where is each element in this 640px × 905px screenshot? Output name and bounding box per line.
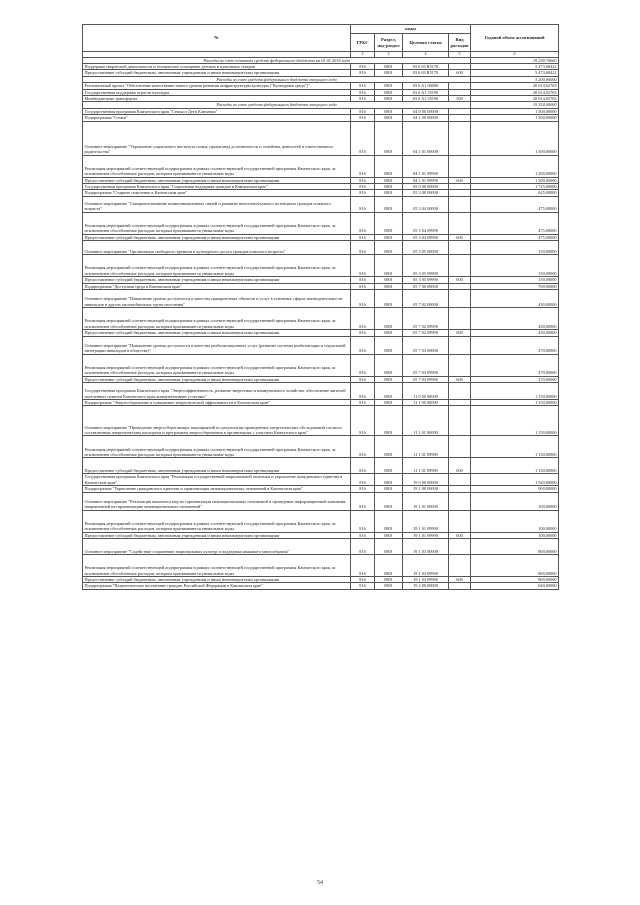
row-expense-type (449, 241, 471, 255)
table-row (83, 121, 559, 155)
row-amount: 5 473,68422 (471, 70, 559, 76)
row-amount: 1 150,00000 (471, 399, 559, 405)
row-section: 0801 (375, 492, 403, 510)
row-section: 0801 (375, 436, 403, 458)
row-section: 0801 (375, 196, 403, 212)
row-section: 0801 (375, 115, 403, 121)
row-target-article: 03 6 A1 00000 (403, 83, 449, 89)
row-grbs: 816 (351, 336, 375, 354)
row-amount: 1 500,00000 (471, 115, 559, 121)
table-row (83, 474, 559, 486)
column-index-cell: 6 (471, 52, 559, 58)
row-section: 0801 (375, 382, 403, 399)
row-section: 0801 (375, 96, 403, 102)
row-section: 0801 (375, 486, 403, 492)
row-grbs: 816 (351, 83, 375, 89)
row-expense-type (449, 538, 471, 554)
row-name: Основное мероприятие "Повышение уровня доступности и качества приоритетных объектов и услуг в основных сферах жизнедеятельности инвалидов и других маломобильных групп населения" (83, 290, 351, 308)
row-target-article: 19 0 00 00000 (403, 474, 449, 486)
row-name: Предоставление субсидий бюджетным, автономным учреждениям и иным некоммерческим организациям (83, 70, 351, 76)
row-expense-type (449, 510, 471, 532)
row-expense-type: 500 (449, 96, 471, 102)
row-section: 0801 (375, 538, 403, 554)
row-target-article: 05 7 03 00000 (403, 336, 449, 354)
row-target-article: 19 1 01 00000 (403, 492, 449, 510)
header-section: Раздел, под-раздел (375, 34, 403, 52)
row-expense-type (449, 290, 471, 308)
header-annual-amount: Годовой объем ассигнований (471, 25, 559, 52)
row-grbs: 816 (351, 376, 375, 382)
row-amount: 270,00000 (471, 376, 559, 382)
row-expense-type (449, 406, 471, 436)
row-name: Реализация мероприятий соответствующей подпрограммы в рамках соответствующей государственной программы Камчатского края, за исключением обособленных расходов, которым присваиваются уникальные коды (83, 436, 351, 458)
row-grbs: 816 (351, 70, 375, 76)
row-amount: 100,00000 (471, 532, 559, 538)
header-codes-group: коды (351, 25, 471, 34)
section-note-amount: 5 200,00000 (471, 76, 559, 82)
row-grbs: 816 (351, 234, 375, 240)
row-grbs: 816 (351, 399, 375, 405)
row-target-article: 04 0 00 00000 (403, 108, 449, 114)
row-grbs: 816 (351, 474, 375, 486)
row-grbs: 816 (351, 486, 375, 492)
row-section: 0801 (375, 458, 403, 474)
row-expense-type (449, 583, 471, 589)
row-target-article: 05 3 04 09990 (403, 234, 449, 240)
row-target-article: 11 1 01 09990 (403, 436, 449, 458)
row-grbs: 816 (351, 458, 375, 474)
row-section: 0801 (375, 255, 403, 277)
row-name: Основное мероприятие "Укрепление социального института семьи, пропаганда долговечности и семейных ценностей и ответственного родительства" (83, 121, 351, 155)
row-grbs: 816 (351, 538, 375, 554)
row-target-article: 11 1 01 00000 (403, 406, 449, 436)
row-target-article: 05 3 04 00000 (403, 196, 449, 212)
row-grbs: 816 (351, 406, 375, 436)
row-target-article: 03 6 A1 55190 (403, 96, 449, 102)
row-section: 0801 (375, 474, 403, 486)
row-amount: 150,00000 (471, 241, 559, 255)
row-target-article: 05 7 00 00000 (403, 283, 449, 289)
row-target-article: 11 1 01 09990 (403, 458, 449, 474)
table-row (83, 554, 559, 576)
row-section: 0801 (375, 212, 403, 234)
column-index-cell: 5 (449, 52, 471, 58)
row-section: 0801 (375, 283, 403, 289)
row-grbs: 816 (351, 290, 375, 308)
row-name: Подпрограмма "Патриотическое воспитание граждан Российской Федерации в Камчатском крае" (83, 583, 351, 589)
row-expense-type: 600 (449, 177, 471, 183)
row-section: 0801 (375, 406, 403, 436)
table-row (83, 212, 559, 234)
row-section: 0801 (375, 155, 403, 177)
row-grbs: 816 (351, 64, 375, 70)
row-target-article: 05 7 02 09990 (403, 308, 449, 330)
row-expense-type (449, 308, 471, 330)
row-amount: 475,00000 (471, 196, 559, 212)
row-grbs: 816 (351, 510, 375, 532)
table-row (83, 492, 559, 510)
row-section: 0801 (375, 290, 403, 308)
row-expense-type: 600 (449, 234, 471, 240)
section-note-amount: 19 554,00000 (471, 102, 559, 108)
row-expense-type: 600 (449, 458, 471, 474)
row-grbs: 816 (351, 212, 375, 234)
row-name: Подпрограмма "Энергосбережение и повышение энергетической эффективности в Камчатском крае" (83, 399, 351, 405)
row-expense-type (449, 554, 471, 576)
row-target-article: 19 1 03 09990 (403, 576, 449, 582)
row-grbs: 816 (351, 115, 375, 121)
row-name: Предоставление субсидий бюджетным, автономным учреждениям и иным некоммерческим организациям (83, 234, 351, 240)
row-amount: 430,00000 (471, 330, 559, 336)
row-target-article: 04 1 01 09990 (403, 155, 449, 177)
row-grbs: 816 (351, 241, 375, 255)
budget-table (82, 24, 559, 590)
row-amount: 1 150,00000 (471, 458, 559, 474)
row-target-article: 03 6 03 R5170 (403, 64, 449, 70)
section-note-amount: 19 239,70660 (471, 57, 559, 63)
table-body (83, 57, 559, 589)
row-amount: 800,00000 (471, 554, 559, 576)
row-grbs: 816 (351, 283, 375, 289)
table-row (83, 458, 559, 474)
row-expense-type (449, 196, 471, 212)
row-section: 0801 (375, 399, 403, 405)
table-row (83, 255, 559, 277)
row-grbs: 816 (351, 121, 375, 155)
row-target-article: 19 1 00 00000 (403, 486, 449, 492)
row-section: 0801 (375, 336, 403, 354)
row-name: Государственная программа Камчатского края "Энергоэффективность, развитие энергетики и коммунального хозяйства, обеспечение жителей населенных пунктов Камчатского края коммунальными услугами" (83, 382, 351, 399)
table-row (83, 155, 559, 177)
row-section: 0801 (375, 510, 403, 532)
row-grbs: 816 (351, 354, 375, 376)
page-number: 54 (317, 880, 323, 886)
row-name: Государственная программа Камчатского края "Социальная поддержка граждан в Камчатском крае" (83, 184, 351, 190)
row-name: Реализация мероприятий соответствующей подпрограммы в рамках соответствующей государственной программы Камчатского края, за исключением обособленных расходов, которым присваиваются уникальные коды (83, 510, 351, 532)
row-amount: 900,00000 (471, 486, 559, 492)
row-name: Межбюджетные трансферты (83, 96, 351, 102)
table-row (83, 382, 559, 399)
row-target-article: 19 1 03 09990 (403, 554, 449, 576)
row-grbs: 816 (351, 190, 375, 196)
header-number: № (83, 25, 351, 52)
row-amount: 700,00000 (471, 283, 559, 289)
row-amount: 100,00000 (471, 492, 559, 510)
row-name: Основное мероприятие "Организация свободного времени и культурного досуга граждан пожилого возраста" (83, 241, 351, 255)
column-index-cell: 4 (403, 52, 449, 58)
row-expense-type: 600 (449, 277, 471, 283)
row-expense-type (449, 474, 471, 486)
row-amount: 1 500,00000 (471, 121, 559, 155)
row-amount: 270,00000 (471, 336, 559, 354)
row-expense-type: 600 (449, 330, 471, 336)
row-expense-type (449, 354, 471, 376)
section-note-text: Расходы за счет остатков средств федерального бюджета на 01.01.2019 года (83, 57, 471, 63)
row-target-article: 19 1 01 09990 (403, 510, 449, 532)
header-target-article: Целевая статья (403, 34, 449, 52)
row-amount: 150,00000 (471, 255, 559, 277)
table-row (83, 436, 559, 458)
column-index-cell: 3 (375, 52, 403, 58)
row-grbs: 816 (351, 382, 375, 399)
row-section: 0801 (375, 70, 403, 76)
budget-document-page (82, 24, 558, 590)
row-target-article: 05 3 04 09990 (403, 212, 449, 234)
row-name: Основное мероприятие "Совершенствование коммуникационных связей и развитие интеллектуального потенциала граждан пожилого возраста" (83, 196, 351, 212)
row-amount: 640,00000 (471, 583, 559, 589)
row-grbs: 816 (351, 532, 375, 538)
section-note-text: Расходы за счет средств федерального бюджета текущего года (83, 102, 471, 108)
row-target-article: 19 1 03 00000 (403, 538, 449, 554)
row-name: Реализация мероприятий соответствующей подпрограммы в рамках соответствующей государственной программы Камчатского края, за исключением обособленных расходов, которым присваиваются уникальные коды (83, 308, 351, 330)
row-amount: 5 473,68422 (471, 64, 559, 70)
row-section: 0801 (375, 241, 403, 255)
row-target-article: 04 1 01 00000 (403, 121, 449, 155)
row-section: 0801 (375, 354, 403, 376)
row-name: Реализация мероприятий соответствующей подпрограммы в рамках соответствующей государственной программы Камчатского края, за исключением обособленных расходов, которым присваиваются уникальные коды (83, 155, 351, 177)
table-row (83, 406, 559, 436)
row-section: 0801 (375, 89, 403, 95)
row-section: 0801 (375, 554, 403, 576)
table-row (83, 290, 559, 308)
row-grbs: 816 (351, 96, 375, 102)
row-grbs: 816 (351, 554, 375, 576)
row-grbs: 816 (351, 277, 375, 283)
row-target-article: 04 1 00 00000 (403, 115, 449, 121)
row-name: Государственная поддержка отрасли культуры (83, 89, 351, 95)
row-name: Основное мероприятие "Проведение энергосберегающих мероприятий по результатам проведенных энергетических обследований согласно составленным энергетическим паспортам и программам энергосбережения в организациях с участием Камчатского края" (83, 406, 351, 436)
row-name: Реализация мероприятий соответствующей подпрограммы в рамках соответствующей государственной программы Камчатского края, за исключением обособленных расходов, которым присваиваются уникальные коды (83, 212, 351, 234)
row-target-article: 05 3 00 00000 (403, 190, 449, 196)
row-grbs: 816 (351, 196, 375, 212)
row-name: Подпрограмма "Укрепление гражданского единства и гармонизация межнациональных отношений в Камчатском крае" (83, 486, 351, 492)
row-target-article: 05 3 05 09990 (403, 277, 449, 283)
row-amount: 800,00000 (471, 576, 559, 582)
row-expense-type (449, 121, 471, 155)
row-amount: 1 150,00000 (471, 406, 559, 436)
table-row (83, 583, 559, 589)
row-amount: 270,00000 (471, 354, 559, 376)
row-amount: 150,00000 (471, 277, 559, 283)
row-section: 0801 (375, 83, 403, 89)
row-grbs: 816 (351, 184, 375, 190)
row-grbs: 816 (351, 583, 375, 589)
row-name: Государственная программа Камчатского края "Реализация государственной национальной политики и укрепление гражданского единства в Камчатском крае" (83, 474, 351, 486)
row-section: 0801 (375, 108, 403, 114)
row-section: 0801 (375, 576, 403, 582)
row-target-article: 11 1 00 00000 (403, 399, 449, 405)
column-index-cell: 2 (351, 52, 375, 58)
row-target-article: 05 7 02 00000 (403, 290, 449, 308)
row-section: 0801 (375, 184, 403, 190)
row-target-article: 05 3 05 09990 (403, 255, 449, 277)
row-name: Реализация мероприятий соответствующей подпрограммы в рамках соответствующей государственной программы Камчатского края, за исключением обособленных расходов, которым присваиваются уникальные коды (83, 554, 351, 576)
row-section: 0801 (375, 308, 403, 330)
table-row (83, 538, 559, 554)
row-expense-type (449, 436, 471, 458)
row-target-article: 05 7 02 09990 (403, 330, 449, 336)
row-amount: 1 150,00000 (471, 382, 559, 399)
row-target-article: 19 2 00 00000 (403, 583, 449, 589)
row-amount: 1 540,00000 (471, 474, 559, 486)
row-name: Реализация мероприятий соответствующей подпрограммы в рамках соответствующей государственной программы Камчатского края, за исключением обособленных расходов, которым присваиваются уникальные коды (83, 255, 351, 277)
row-grbs: 816 (351, 89, 375, 95)
row-section: 0801 (375, 234, 403, 240)
row-grbs: 816 (351, 308, 375, 330)
row-expense-type (449, 155, 471, 177)
row-grbs: 816 (351, 108, 375, 114)
row-target-article: 05 0 00 00000 (403, 184, 449, 190)
row-amount: 430,00000 (471, 290, 559, 308)
row-section: 0801 (375, 532, 403, 538)
table-row (83, 308, 559, 330)
row-amount: 1 500,00000 (471, 108, 559, 114)
row-target-article: 03 6 A1 55190 (403, 89, 449, 95)
row-name: Региональный проект "Обеспечение качественно нового уровня развития инфраструктуры культуры ("Культурная среда")" (83, 83, 351, 89)
row-name: Подпрограмма "Семья" (83, 115, 351, 121)
header-grbs: ГРБС (351, 34, 375, 52)
row-amount: 20 014,02763 (471, 96, 559, 102)
row-amount: 800,00000 (471, 538, 559, 554)
row-target-article: 05 7 03 09990 (403, 354, 449, 376)
row-name: Предоставление субсидий бюджетным, автономным учреждениям и иным некоммерческим организациям (83, 330, 351, 336)
row-name: Предоставление субсидий бюджетным, автономным учреждениям и иным некоммерческим организациям (83, 177, 351, 183)
row-name: Основное мероприятие "Реализация комплекса мер по гармонизации межнациональных отношений и проведение информационной кампании, направленной на гармонизацию межнациональных отношений" (83, 492, 351, 510)
table-row (83, 241, 559, 255)
table-row (83, 336, 559, 354)
row-grbs: 816 (351, 492, 375, 510)
row-grbs: 816 (351, 255, 375, 277)
row-section: 0801 (375, 64, 403, 70)
row-expense-type (449, 336, 471, 354)
row-grbs: 816 (351, 436, 375, 458)
row-target-article: 03 6 03 R5170 (403, 70, 449, 76)
row-section: 0801 (375, 583, 403, 589)
row-name: Предоставление субсидий бюджетным, автономным учреждениям и иным некоммерческим организациям (83, 376, 351, 382)
row-expense-type: 600 (449, 376, 471, 382)
row-expense-type: 600 (449, 532, 471, 538)
header-expense-type: Вид расходов (449, 34, 471, 52)
row-amount: 1 725,00000 (471, 184, 559, 190)
row-name: Предоставление субсидий бюджетным, автономным учреждениям и иным некоммерческим организациям (83, 576, 351, 582)
row-expense-type: 600 (449, 576, 471, 582)
row-amount: 20 014,02763 (471, 89, 559, 95)
row-expense-type (449, 492, 471, 510)
row-name: Поддержка творческой деятельности и техническое оснащение детских и кукольных театров (83, 64, 351, 70)
row-section: 0801 (375, 277, 403, 283)
table-row (83, 510, 559, 532)
row-amount: 430,00000 (471, 308, 559, 330)
row-name: Основное мероприятие "Содействие сохранению национальных культур и поддержка языкового многообразия" (83, 538, 351, 554)
row-amount: 625,00000 (471, 190, 559, 196)
row-name: Предоставление субсидий бюджетным, автономным учреждениям и иным некоммерческим организациям (83, 532, 351, 538)
row-section: 0801 (375, 121, 403, 155)
table-row (83, 196, 559, 212)
row-target-article: 05 7 03 09990 (403, 376, 449, 382)
row-amount: 1 500,00000 (471, 177, 559, 183)
row-name: Основное мероприятие "Повышение уровня доступности и качества реабилитационных услуг (развитие системы реабилитации и социальной интеграции инвалидов в обществе)" (83, 336, 351, 354)
row-grbs: 816 (351, 330, 375, 336)
row-name: Подпрограмма "Старшее поколение в Камчатском крае" (83, 190, 351, 196)
row-expense-type: 600 (449, 70, 471, 76)
row-target-article: 04 1 01 09990 (403, 177, 449, 183)
row-amount: 20 014,02763 (471, 83, 559, 89)
row-target-article: 11 0 00 00000 (403, 382, 449, 399)
row-grbs: 816 (351, 576, 375, 582)
row-expense-type (449, 255, 471, 277)
row-name: Предоставление субсидий бюджетным, автономным учреждениям и иным некоммерческим организациям (83, 277, 351, 283)
row-amount: 475,00000 (471, 212, 559, 234)
row-name: Подпрограмма "Доступная среда в Камчатском крае" (83, 283, 351, 289)
row-grbs: 816 (351, 155, 375, 177)
row-section: 0801 (375, 376, 403, 382)
section-note-text: Расходы за счет средств федерального бюджета текущего года (83, 76, 471, 82)
row-target-article: 05 3 05 00000 (403, 241, 449, 255)
row-name: Реализация мероприятий соответствующей подпрограммы в рамках соответствующей государственной программы Камчатского края, за исключением обособленных расходов, которым присваиваются уникальные коды (83, 354, 351, 376)
row-section: 0801 (375, 330, 403, 336)
row-amount: 100,00000 (471, 510, 559, 532)
row-section: 0801 (375, 177, 403, 183)
row-expense-type (449, 382, 471, 399)
row-name: Предоставление субсидий бюджетным, автономным учреждениям и иным некоммерческим организациям (83, 458, 351, 474)
row-expense-type (449, 212, 471, 234)
row-name: Государственная программа Камчатского края "Семья и Дети Камчатки" (83, 108, 351, 114)
row-grbs: 816 (351, 177, 375, 183)
row-section: 0801 (375, 190, 403, 196)
table-row (83, 354, 559, 376)
row-amount: 1 500,00000 (471, 155, 559, 177)
row-amount: 475,00000 (471, 234, 559, 240)
row-target-article: 19 1 01 09990 (403, 532, 449, 538)
row-amount: 1 150,00000 (471, 436, 559, 458)
